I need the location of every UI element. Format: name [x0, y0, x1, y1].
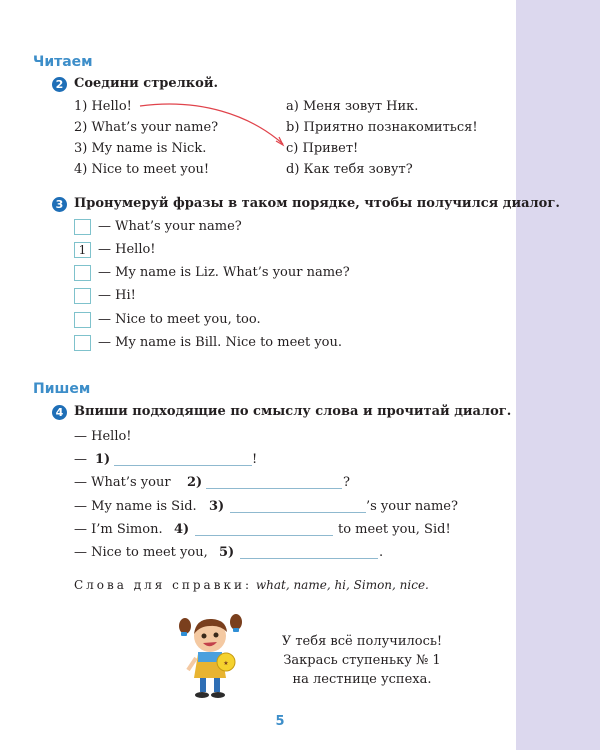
praise-line-1: У тебя всё получилось!: [281, 634, 443, 649]
fill-line-4-end: to meet you, Sid!: [338, 522, 451, 537]
blank-number-1: 1): [95, 452, 111, 467]
order-box[interactable]: [74, 335, 91, 351]
dialog-line: — Hi!: [98, 288, 136, 303]
fill-line-1-end: !: [252, 452, 258, 467]
blank-4[interactable]: [195, 535, 333, 536]
dialog-line: — Hello!: [98, 242, 156, 257]
blank-3[interactable]: [230, 512, 366, 513]
blank-1[interactable]: [114, 465, 252, 466]
fill-line-2-start: — What’s your: [74, 475, 171, 490]
match-right-d: d) Как тебя зовут?: [286, 162, 413, 177]
fill-line-3-start: — My name is Sid.: [74, 499, 197, 514]
match-right-a: a) Меня зовут Ник.: [286, 99, 419, 114]
dialog-line: — My name is Bill. Nice to meet you.: [98, 335, 343, 350]
dialog-line: — My name is Liz. What’s your name?: [98, 265, 350, 280]
dialog-line: — Nice to meet you, too.: [98, 312, 261, 327]
praise-line-3: на лестнице успеха.: [292, 672, 432, 687]
girl-illustration: [176, 612, 248, 700]
fill-line-4-start: — I’m Simon.: [74, 522, 163, 537]
fill-line-1-dash: —: [74, 452, 87, 467]
blank-number-3: 3): [209, 499, 225, 514]
word-bank: [74, 578, 429, 592]
fill-line-2-end: ?: [343, 475, 350, 490]
section-title-writing: Пишем: [33, 381, 91, 397]
praise-line-2: Закрась ступеньку № 1: [283, 653, 441, 668]
match-right-c: c) Привет!: [286, 141, 359, 156]
match-left-3: 3) My name is Nick.: [74, 141, 207, 156]
dialog-line: — What’s your name?: [98, 219, 242, 234]
match-right-b: b) Приятно познакомиться!: [286, 120, 478, 135]
section-title-reading: Читаем: [33, 54, 93, 70]
blank-number-5: 5): [219, 545, 235, 560]
fill-line-0: — Hello!: [74, 429, 132, 444]
order-box[interactable]: [74, 219, 91, 235]
fill-line-3-end: ’s your name?: [366, 499, 458, 514]
task-number-2: 2: [52, 77, 67, 92]
task-2-instruction: Соедини стрелкой.: [74, 76, 219, 91]
match-arrow: [0, 0, 600, 200]
word-bank-list: what, name, hi, Simon, nice.: [255, 578, 429, 592]
order-box[interactable]: [74, 265, 91, 281]
task-4-instruction: Впиши подходящие по смыслу слова и прочитай диалог.: [74, 404, 512, 419]
order-box[interactable]: [74, 312, 91, 328]
order-box[interactable]: 1: [74, 242, 91, 258]
blank-number-4: 4): [174, 522, 190, 537]
match-left-1: 1) Hello!: [74, 99, 132, 114]
task-number-4: 4: [52, 405, 67, 420]
task-3-instruction: Пронумеруй фразы в таком порядке, чтобы получился диалог.: [74, 196, 560, 211]
task-number-3: 3: [52, 197, 67, 212]
match-left-2: 2) What’s your name?: [74, 120, 219, 135]
praise-message: [262, 632, 462, 689]
blank-number-2: 2): [187, 475, 203, 490]
word-bank-label: Слова для справки:: [74, 578, 253, 592]
fill-line-5-end: .: [379, 545, 384, 560]
order-box[interactable]: [74, 288, 91, 304]
page-number: 5: [275, 714, 285, 729]
blank-5[interactable]: [240, 558, 378, 559]
fill-line-5-start: — Nice to meet you,: [74, 545, 208, 560]
blank-2[interactable]: [206, 488, 342, 489]
match-left-4: 4) Nice to meet you!: [74, 162, 210, 177]
svg-text:★: ★: [223, 660, 229, 667]
